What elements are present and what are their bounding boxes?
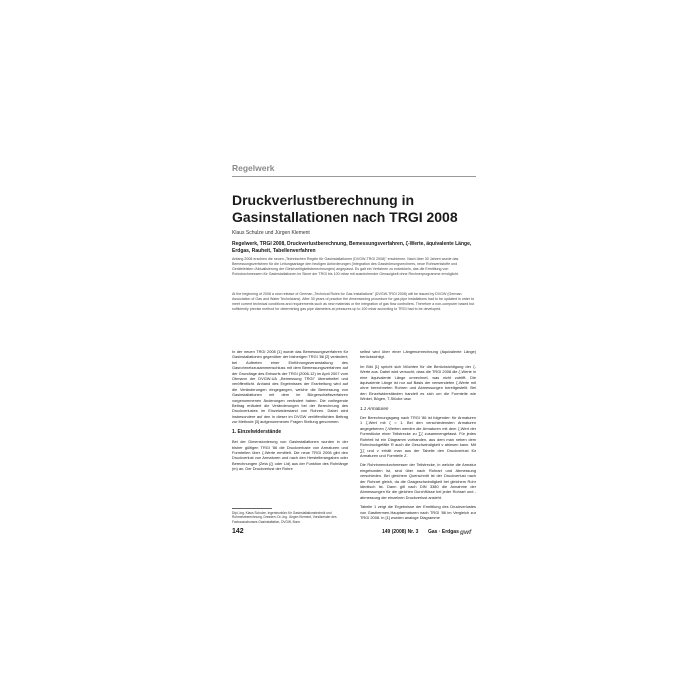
body-paragraph: Die Rohrinnendurchmesser der Teilstrecke, in welche die Armatur eingebunden ist, sind über nach Rohrart und Abmessung verschieden. Bei gleichem Querschnitt ist der Druckverlust nach der Rohrart gleich, da die Gasgeschwindigkeit bei gleichem Rohr identisch ist. Dann gilt nach DIN 3380 die Annahme der Abmessungen für die gleichen Durchflüsse bei jeder Rohrart und -abmessung der einzelnen Druckverlust ansieht. [360,462,476,500]
body-paragraph: selbst wird über einer Längenumrechnung (äquivalente Länge) berücksichtigt. [360,349,476,360]
author-footnote: Dipl.-Ing. Klaus Schulze, Ingenieurbüro für Gasinstallationstechnik und Rohrnetzberechnung, Dresden; Dr.-Ing. Jürgen Klement, Vorsitzender des Fachausschusses Gasinstallation, DVGW, Bonn. [232,511,337,524]
body-paragraph: In der neuen TRGI 2008 [1] wurde das Bemessungsverfahren für Gasinstallationen gegenüber der bisherigen TRGI '86 [2] verändert; bei Auftreten einer Einführungsveranstaltung des Gasrohrnetzzusammenschluss mit dem Bemessungsverfahren auf der Grundlage des Entwurfs der TRGI (2006-12) im April 2007 vom Obmann der DVGW-UA „Bemessung TRGI" überarbeitet und veröffentlicht. Anhand des Ergebnisses der Erarbeitung wird auf die Veränderungen eingegangen, welche die Bemessung von Gasinstallationen mit dem im Bürgerschaftsverfahren vorgenommenen Änderungen verändert haben. Die vorliegende Beitrag erläutert die Veränderungen bei der Berechnung des Druckverlustes im Einzelwiderstand von Rohren. Dabei wird insbesondere auf den in dieser im DVGW veröffentlichten Beitrag zur Methode [3] aufgenommenen Fragen Stellung genommen. [232,349,348,425]
article-authors: Klaus Schulze und Jürgen Klement [232,230,310,236]
journal-issue: 149 (2008) Nr. 3 [382,529,419,535]
journal-logo [460,528,476,535]
body-paragraph: Bei der Dimensionierung von Gasinstallationen wurden in der bisher gültigen TRGI '86 die Druckverluste von Armaturen und Formteilen über ζ-Werte ermittelt. Die neue TRGI 2008 gibt den Druckverlust von Armaturen und nach den Herstellerangaben oder Berechnungen (Zeta (ζ) oder L/d) aus der Funktion des Rohrlänge (m) an. Der Druckverlust der Rohre [232,439,348,472]
abstract-german: Anfang 2008 erschien die neuen „Technischen Regeln für Gasinstallationen (DVGW-TRGI 2008)" erschienen. Nach über 30 Jahren wurde das Bemessungsverfahren für die Leitungsanlage den heutigen Anforderungen (Integration des Gasströmungsrechners, neue Rohrwerkstoffe und Geräteleisten /Aktualisierung der Gleichzeitigkeitsberechnungen) angepasst. Es galt ein Verfahren zu entwickeln, das die Ermittlung von Rohrdurchmessern für Gasinstallationen im Sinne der TRGI bis 100 mbar mit ausreichender Genauigkeit ohne Rechnerprogramme ermöglicht. [232,257,460,277]
footnote-divider [232,508,272,509]
section-divider [232,176,476,177]
section-heading: 1. Einzelwiderstände [232,428,282,435]
section-label: Regelwerk [232,163,275,173]
body-column-right [360,349,476,524]
body-paragraph: Tabelle 1 zeigt die Ergebnisse der Ermittlung des Druckverlustes von Gasthermen-Hauptarmaturen nach TRGI '86 im Vergleich zur TRGI 2008. In [1] wurden analoge Diagramme [360,504,476,520]
article-keywords: Regelwerk, TRGI 2008, Druckverlustberechnung, Bemessungsverfahren, ζ-Werte, äquivalente Länge, Erdgas, Rauheit, Tabellenverfahren [232,241,472,254]
svg-text:gwf: gwf [460,529,472,535]
body-paragraph: Der Berechnungsgang nach TRGI '86 ist folgender: für Armaturen 1 ζ-Wert mit ζ = 1. Bei den verschiedensten Armaturen angegebenen ζ-Werten werden die Armaturen mit dem ζ-Wert der Formstücke einer Teilstrecke zu ∑ζ zusammengefasst. Für jedes Rohrteil ist ein Diagramm vorhanden, aus dem man neben dem Rohrdruckgefälle R auch die Geschwindigkeit v ablesen kann. Mit ∑ζ und v erhält man aus der Tabelle den Druckverlust für Armaturen und Formteile Z. [360,415,476,458]
page-footer [232,528,476,538]
body-paragraph: Im Bild [1] spricht sich Möchten für die Berücksichtigung der ζ-Werte aus. Dabei wird versucht, dass die TRGI 2008 die ζ-Werte in eine äquivalente Länge umrechnet, was nicht zutrifft. Die äquivalente Länge ist nur auf Basis der verwendeten ζ-Werte mit ohne berechneten Rohren und Abmessungen bereitgestellt. Bei den Einzelwiderständen handelt es sich um die Formteile wie Winkel, Bögen, T-Stücke usw. [360,363,476,402]
body-column-left [232,349,348,476]
article-title: Druckverlustberechnung in Gasinstallationen nach TRGI 2008 [232,192,458,225]
subsection-heading: 1.1 Armaturen [360,405,389,411]
journal-name: Gas · Erdgas [428,529,459,535]
page-number: 142 [232,528,244,535]
abstract-english: At the beginning of 2008 a new release of German „Technical Rules for Gas Installations" (DVGW-TRGI 2008) will be issued by DVGW (German Association of Gas and Water Technicians). After 30 years of practice the dimensioning procedure for gas pipe installations had to be updated in order to meet current technical conditions and requirements such as new materials or the integration of gas flow controllers. Therefore a non-computer based but sufficiently precise method for determining gas pipe diameters at pressures up to 100 mbar according to TRGI had to be developed. [232,292,475,312]
